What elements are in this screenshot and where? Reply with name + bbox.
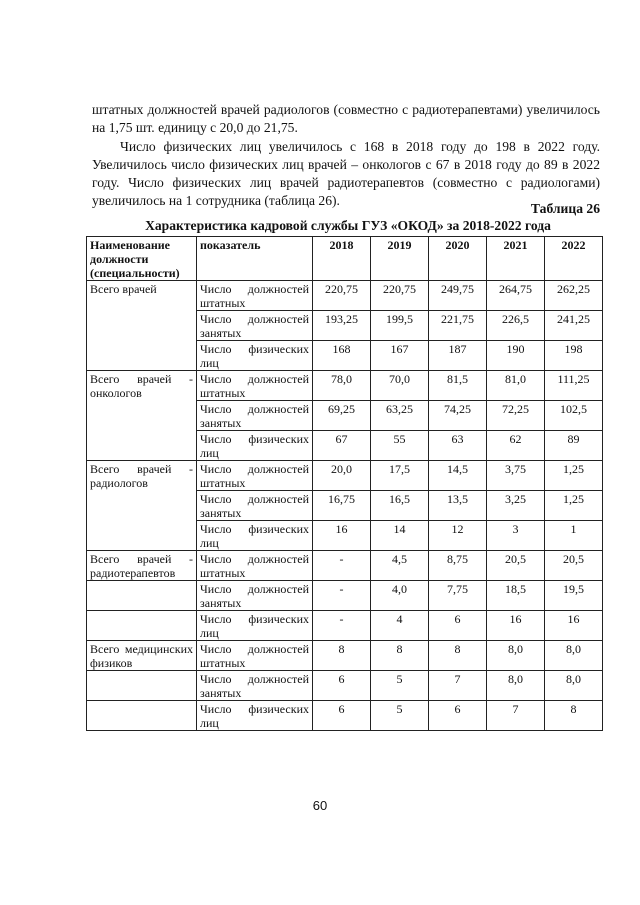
value-cell: 264,75 (487, 281, 545, 311)
value-cell: 81,0 (487, 371, 545, 401)
paragraph-2: Число физических лиц увеличилось с 168 в 2018 году до 198 в 2022 году. Увеличилось число физических лиц врачей – онкологов с 67 в 2018 году до 89 в 2022 году. Число физических лиц врачей радиотерапевтов (совместно с радиологами) увеличилось на 1 сотрудника (таблица 26). (92, 139, 600, 208)
value-cell: 8,0 (487, 641, 545, 671)
value-cell: 262,25 (545, 281, 603, 311)
value-cell: 1,25 (545, 491, 603, 521)
value-cell: 14,5 (429, 461, 487, 491)
value-cell: 70,0 (371, 371, 429, 401)
value-cell: - (313, 611, 371, 641)
table-number: Таблица 26 (530, 201, 600, 216)
value-cell: 6 (429, 611, 487, 641)
value-cell: 5 (371, 671, 429, 701)
value-cell: 20,0 (313, 461, 371, 491)
value-cell: 55 (371, 431, 429, 461)
table-row (87, 551, 603, 581)
header-year: 2021 (487, 237, 545, 281)
indicator-cell: Число физических лиц (197, 431, 313, 461)
value-cell: 8 (429, 641, 487, 671)
value-cell: 111,25 (545, 371, 603, 401)
value-cell: 168 (313, 341, 371, 371)
value-cell: 8,0 (545, 671, 603, 701)
value-cell: 6 (313, 671, 371, 701)
value-cell: 6 (313, 701, 371, 731)
value-cell: 89 (545, 431, 603, 461)
position-cell: Всего врачей - радиотерапевтов (87, 551, 197, 581)
position-cell (87, 611, 197, 641)
value-cell: 102,5 (545, 401, 603, 431)
position-cell (87, 701, 197, 731)
indicator-cell: Число должностей штатных (197, 371, 313, 401)
value-cell: 241,25 (545, 311, 603, 341)
indicator-cell: Число физических лиц (197, 341, 313, 371)
value-cell: 3,25 (487, 491, 545, 521)
value-cell: 187 (429, 341, 487, 371)
value-cell: 16,5 (371, 491, 429, 521)
table-row (87, 281, 603, 311)
indicator-cell: Число физических лиц (197, 701, 313, 731)
value-cell: - (313, 581, 371, 611)
position-cell: Всего врачей (87, 281, 197, 371)
value-cell: 221,75 (429, 311, 487, 341)
header-year: 2018 (313, 237, 371, 281)
value-cell: 74,25 (429, 401, 487, 431)
value-cell: 4 (371, 611, 429, 641)
value-cell: 226,5 (487, 311, 545, 341)
value-cell: 8 (545, 701, 603, 731)
position-cell: Всего врачей - радиологов (87, 461, 197, 551)
value-cell: 16 (313, 521, 371, 551)
value-cell: 4,0 (371, 581, 429, 611)
value-cell: 81,5 (429, 371, 487, 401)
table-row (87, 461, 603, 491)
indicator-cell: Число должностей занятых (197, 491, 313, 521)
value-cell: 167 (371, 341, 429, 371)
header-year: 2019 (371, 237, 429, 281)
header-year: 2020 (429, 237, 487, 281)
value-cell: 199,5 (371, 311, 429, 341)
table-row (87, 581, 603, 611)
position-cell (87, 671, 197, 701)
position-cell: Всего медицинских физиков (87, 641, 197, 671)
value-cell: 67 (313, 431, 371, 461)
value-cell: 1,25 (545, 461, 603, 491)
value-cell: 193,25 (313, 311, 371, 341)
table-row (87, 371, 603, 401)
indicator-cell: Число должностей штатных (197, 641, 313, 671)
value-cell: 8,75 (429, 551, 487, 581)
indicator-cell: Число должностей штатных (197, 281, 313, 311)
value-cell: 16 (487, 611, 545, 641)
value-cell: 20,5 (487, 551, 545, 581)
value-cell: 18,5 (487, 581, 545, 611)
value-cell: 69,25 (313, 401, 371, 431)
indicator-cell: Число должностей занятых (197, 581, 313, 611)
indicator-cell: Число должностей занятых (197, 311, 313, 341)
table-body (87, 281, 603, 731)
value-cell: 17,5 (371, 461, 429, 491)
value-cell: 13,5 (429, 491, 487, 521)
table-header-row (87, 237, 603, 281)
header-position: Наименование должности (специальности) (87, 237, 197, 281)
value-cell: 72,25 (487, 401, 545, 431)
value-cell: 20,5 (545, 551, 603, 581)
table-row (87, 641, 603, 671)
value-cell: 1 (545, 521, 603, 551)
table-row (87, 611, 603, 641)
value-cell: 8 (371, 641, 429, 671)
value-cell: 63,25 (371, 401, 429, 431)
value-cell: 6 (429, 701, 487, 731)
value-cell: 16 (545, 611, 603, 641)
value-cell: 7,75 (429, 581, 487, 611)
table-row (87, 701, 603, 731)
value-cell: 78,0 (313, 371, 371, 401)
value-cell: 12 (429, 521, 487, 551)
indicator-cell: Число физических лиц (197, 521, 313, 551)
header-year: 2022 (545, 237, 603, 281)
value-cell: 190 (487, 341, 545, 371)
value-cell: 14 (371, 521, 429, 551)
paragraph-1: штатных должностей врачей радиологов (совместно с радиотерапевтами) увеличилось на 1,75 шт. единицу с 20,0 до 21,75. (92, 102, 600, 135)
table-row (87, 671, 603, 701)
position-cell: Всего врачей - онкологов (87, 371, 197, 461)
value-cell: 7 (487, 701, 545, 731)
value-cell: 16,75 (313, 491, 371, 521)
value-cell: 8,0 (545, 641, 603, 671)
indicator-cell: Число должностей занятых (197, 671, 313, 701)
header-indicator: показатель (197, 237, 313, 281)
value-cell: 62 (487, 431, 545, 461)
indicator-cell: Число должностей штатных (197, 551, 313, 581)
value-cell: 63 (429, 431, 487, 461)
value-cell: 198 (545, 341, 603, 371)
value-cell: 249,75 (429, 281, 487, 311)
value-cell: 7 (429, 671, 487, 701)
value-cell: 220,75 (371, 281, 429, 311)
value-cell: 5 (371, 701, 429, 731)
table-title: Характеристика кадровой службы ГУЗ «ОКОД» за 2018-2022 года (145, 218, 551, 233)
indicator-cell: Число должностей занятых (197, 401, 313, 431)
value-cell: - (313, 551, 371, 581)
indicator-cell: Число должностей штатных (197, 461, 313, 491)
value-cell: 8 (313, 641, 371, 671)
value-cell: 3,75 (487, 461, 545, 491)
position-cell (87, 581, 197, 611)
value-cell: 8,0 (487, 671, 545, 701)
value-cell: 220,75 (313, 281, 371, 311)
value-cell: 19,5 (545, 581, 603, 611)
value-cell: 3 (487, 521, 545, 551)
value-cell: 4,5 (371, 551, 429, 581)
page-number: 60 (312, 798, 328, 813)
indicator-cell: Число физических лиц (197, 611, 313, 641)
staffing-table (86, 236, 603, 731)
